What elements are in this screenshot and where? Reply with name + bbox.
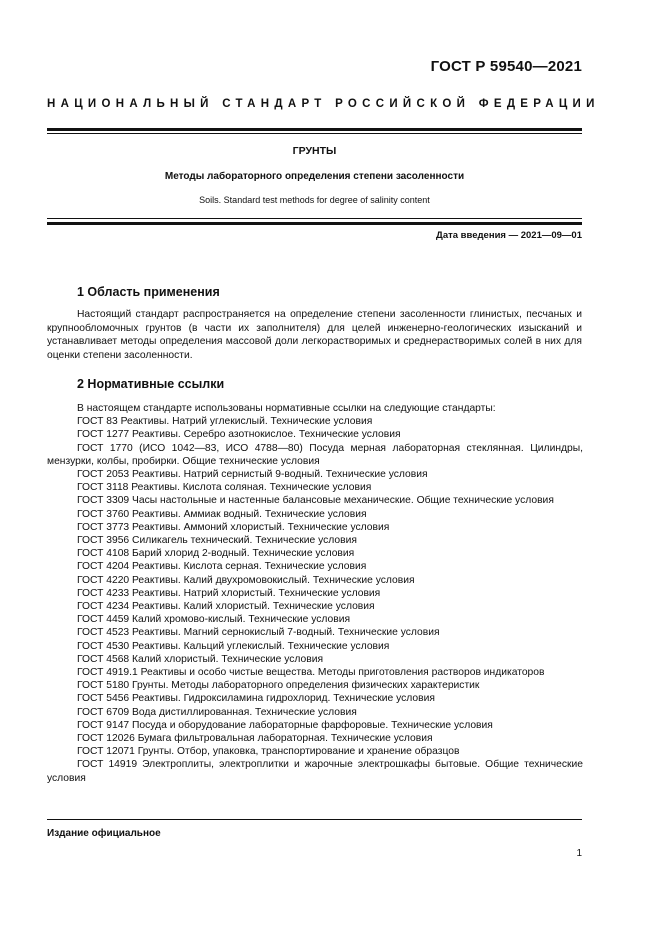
reference-item: ГОСТ 4523 Реактивы. Магний сернокислый 7-водный. Технические условия — [77, 627, 440, 639]
title-rule-thin — [47, 218, 582, 219]
gost-number: ГОСТ Р 59540—2021 — [430, 58, 582, 75]
reference-item: ГОСТ 4220 Реактивы. Калий двухромовокислый. Технические условия — [77, 574, 415, 586]
reference-item: ГОСТ 3309 Часы настольные и настенные балансовые механические. Общие технические условия — [77, 495, 554, 507]
national-standard-banner: НАЦИОНАЛЬНЫЙ СТАНДАРТ РОССИЙСКОЙ ФЕДЕРАЦИИ — [47, 98, 600, 110]
page-number: 1 — [576, 848, 582, 859]
header-rule-thick — [47, 128, 582, 131]
normative-references-list — [47, 402, 583, 785]
reference-item: ГОСТ 1770 (ИСО 1042—83, ИСО 4788—80) Посуда мерная лабораторная стеклянная. Цилиндры, мензурки, колбы, пробирки. Общие технические условия — [47, 442, 583, 467]
header-rule-thin — [47, 133, 582, 134]
official-edition-label: Издание официальное — [47, 828, 161, 839]
reference-item: ГОСТ 5456 Реактивы. Гидроксиламина гидрохлорид. Технические условия — [77, 693, 435, 705]
footer-rule — [47, 819, 582, 820]
reference-item: ГОСТ 14919 Электроплиты, электроплитки и жарочные электрошкафы бытовые. Общие технические условия — [47, 759, 583, 784]
reference-item: ГОСТ 5180 Грунты. Методы лабораторного определения физических характеристик — [77, 680, 480, 692]
reference-item: ГОСТ 4204 Реактивы. Кислота серная. Технические условия — [77, 561, 367, 573]
title-rule-thick — [47, 222, 582, 225]
reference-item: ГОСТ 3773 Реактивы. Аммоний хлористый. Технические условия — [77, 521, 390, 533]
section-1-text: Настоящий стандарт распространяется на определение степени засоленности глинистых, песчаных и крупнообломочных грунтов (в части их заполнителя) для целей инженерно-геологических изысканий и устанавливает методы определения массовой доли легкорастворимых и среднерастворимых солей в них для оценки степени засоленности. — [47, 309, 582, 361]
reference-item: ГОСТ 4919.1 Реактивы и особо чистые вещества. Методы приготовления растворов индикаторов — [77, 667, 545, 679]
introduction-date: Дата введения — 2021—09—01 — [436, 230, 582, 241]
reference-item: ГОСТ 3956 Силикагель технический. Технические условия — [77, 535, 357, 547]
document-title: ГРУНТЫ — [292, 145, 337, 157]
reference-item: ГОСТ 1277 Реактивы. Серебро азотнокислое. Технические условия — [77, 429, 401, 441]
reference-item: ГОСТ 4568 Калий хлористый. Технические условия — [77, 653, 324, 665]
reference-item: ГОСТ 83 Реактивы. Натрий углекислый. Технические условия — [77, 416, 373, 428]
reference-item: ГОСТ 3760 Реактивы. Аммиак водный. Технические условия — [77, 508, 367, 520]
reference-item: ГОСТ 3118 Реактивы. Кислота соляная. Технические условия — [77, 482, 372, 494]
reference-item: ГОСТ 9147 Посуда и оборудование лабораторные фарфоровые. Технические условия — [77, 719, 493, 731]
reference-item: ГОСТ 12026 Бумага фильтровальная лабораторная. Технические условия — [77, 733, 433, 745]
reference-item: ГОСТ 4233 Реактивы. Натрий хлористый. Технические условия — [77, 587, 381, 599]
reference-item: ГОСТ 4459 Калий хромово-кислый. Технические условия — [77, 614, 351, 626]
section-2-heading: 2 Нормативные ссылки — [77, 377, 225, 391]
reference-item: ГОСТ 2053 Реактивы. Натрий сернистый 9-водный. Технические условия — [77, 469, 428, 481]
reference-item: ГОСТ 6709 Вода дистиллированная. Технические условия — [77, 706, 357, 718]
reference-item: ГОСТ 12071 Грунты. Отбор, упаковка, транспортирование и хранение образцов — [77, 746, 460, 758]
reference-item: ГОСТ 4234 Реактивы. Калий хлористый. Технические условия — [77, 601, 375, 613]
english-title: Soils. Standard test methods for degree of salinity content — [199, 195, 430, 205]
reference-item: ГОСТ 4108 Барий хлорид 2-водный. Технические условия — [77, 548, 355, 560]
section-1-heading: 1 Область применения — [77, 285, 220, 299]
reference-item: ГОСТ 4530 Реактивы. Кальций углекислый. Технические условия — [77, 640, 390, 652]
document-subtitle: Методы лабораторного определения степени засоленности — [164, 171, 465, 182]
reference-intro: В настоящем стандарте использованы нормативные ссылки на следующие стандарты: — [77, 403, 496, 414]
